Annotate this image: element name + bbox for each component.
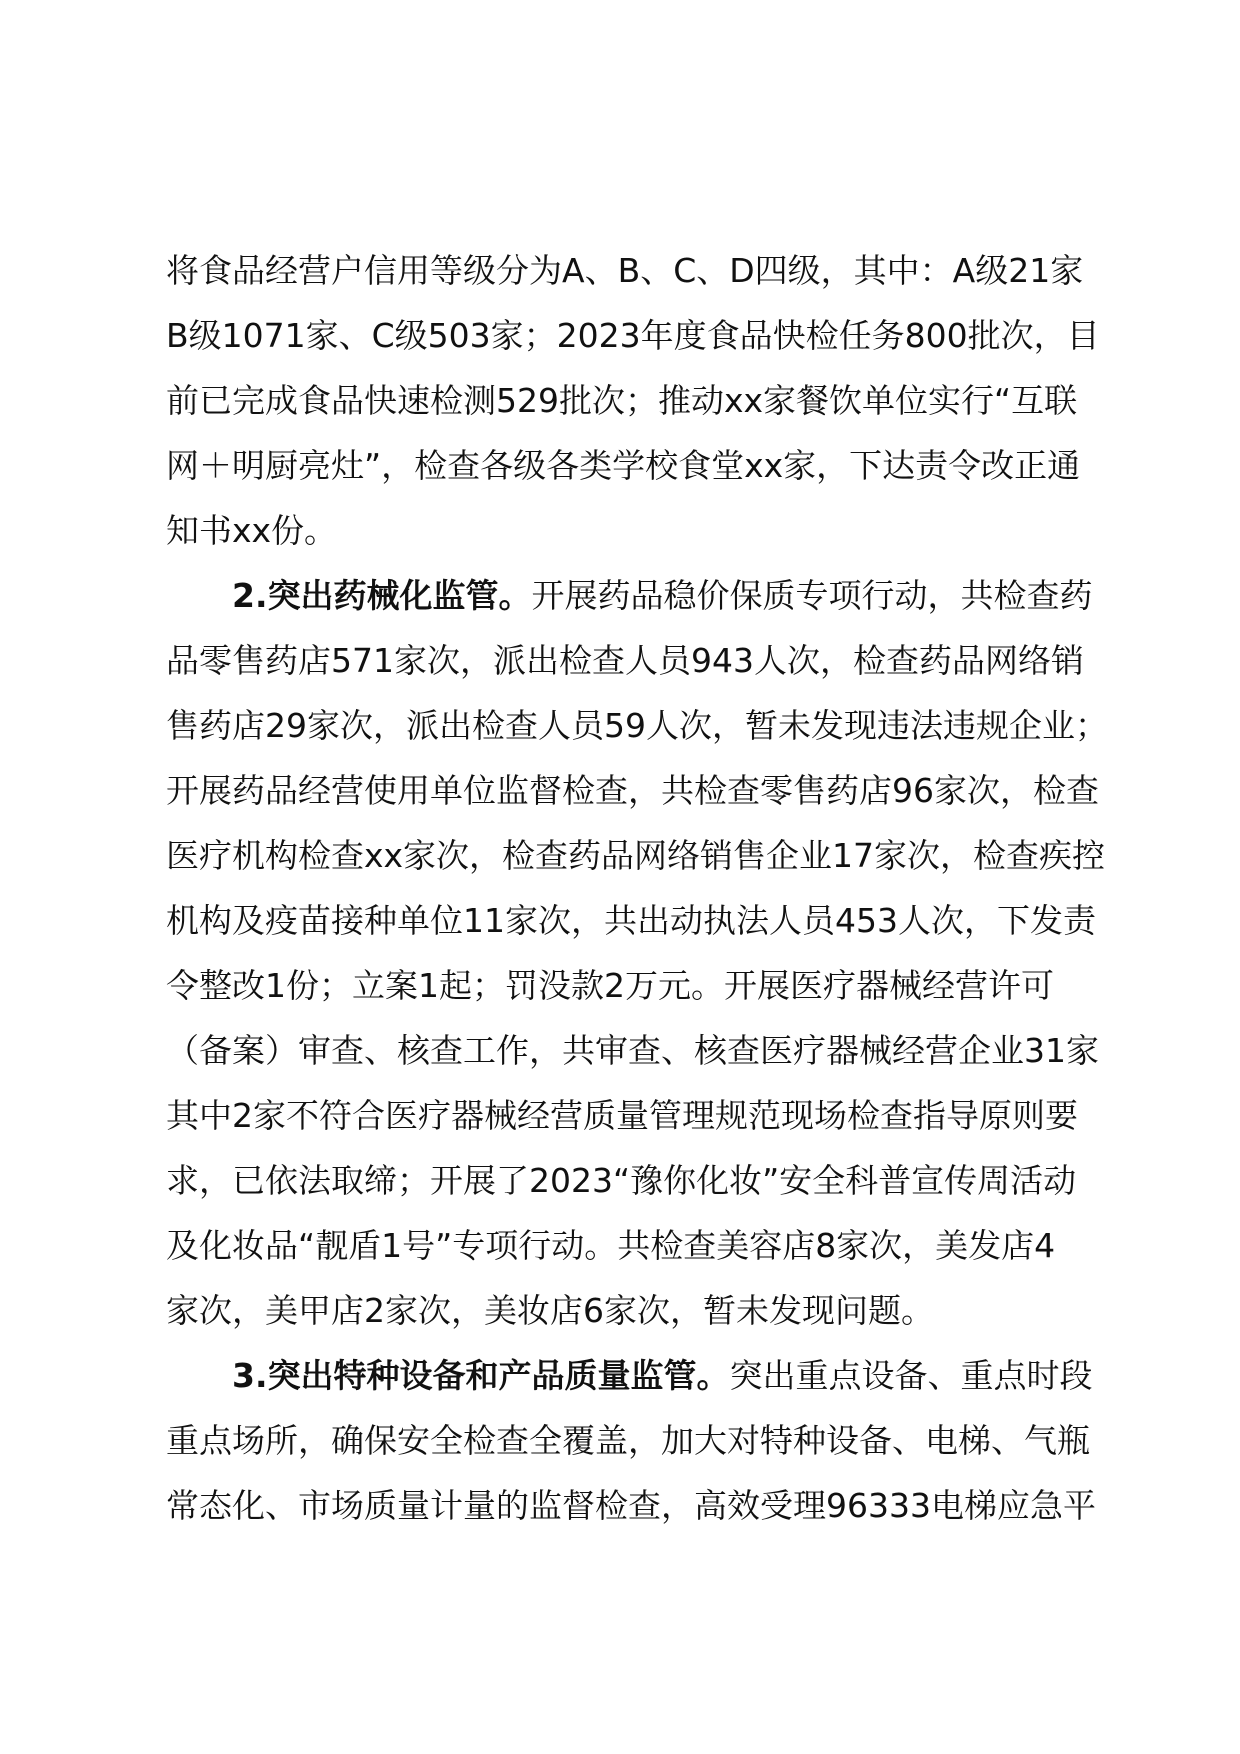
text-line: 网＋明厨亮灶”，检查各级各类学校食堂xx家，下达责令改正通 xyxy=(166,446,1081,485)
section-heading: 3.突出特种设备和产品质量监管。 xyxy=(232,1356,730,1395)
text-line: 开展药品经营使用单位监督检查，共检查零售药店96家次，检查 xyxy=(166,771,1099,810)
text-line: 其中2家不符合医疗器械经营质量管理规范现场检查指导原则要 xyxy=(166,1096,1078,1135)
text-line: 常态化、市场质量计量的监督检查，高效受理96333电梯应急平 xyxy=(166,1486,1096,1525)
text-line: 及化妆品“靓盾1号”专项行动。共检查美容店8家次，美发店4 xyxy=(166,1226,1056,1265)
document-body xyxy=(166,238,1126,1538)
text-line: 医疗机构检查xx家次，检查药品网络销售企业17家次，检查疾控 xyxy=(166,836,1106,875)
paragraph-special-equipment xyxy=(166,1343,1126,1538)
text-line: 求，已依法取缔；开展了2023“豫你化妆”安全科普宣传周活动 xyxy=(166,1161,1077,1200)
text-line: 前已完成食品快速检测529批次；推动xx家餐饮单位实行“互联 xyxy=(166,381,1078,420)
text-line: 售药店29家次，派出检查人员59人次，暂未发现违法违规企业； xyxy=(166,706,1108,745)
text-line: （备案）审查、核查工作，共审查、核查医疗器械经营企业31家 xyxy=(166,1031,1099,1070)
text-line: 将食品经营户信用等级分为A、B、C、D四级，其中：A级21家 xyxy=(166,251,1084,290)
section-heading: 2.突出药械化监管。 xyxy=(232,576,532,615)
paragraph-drug-device-cosmetics xyxy=(166,563,1126,1343)
text-line: 机构及疫苗接种单位11家次，共出动执法人员453人次，下发责 xyxy=(166,901,1096,940)
text-line: 令整改1份；立案1起；罚没款2万元。开展医疗器械经营许可 xyxy=(166,966,1054,1005)
text-line: 知书xx份。 xyxy=(166,511,338,550)
text-line xyxy=(166,563,1126,628)
paragraph-food-safety xyxy=(166,238,1126,563)
text-run: 开展药品稳价保质专项行动，共检查药 xyxy=(531,576,1093,615)
text-run: 突出重点设备、重点时段 xyxy=(729,1356,1093,1395)
text-line: 品零售药店571家次，派出检查人员943人次，检查药品网络销 xyxy=(166,641,1084,680)
text-line: 重点场所，确保安全检查全覆盖，加大对特种设备、电梯、气瓶 xyxy=(166,1421,1090,1460)
text-line: B级1071家、C级503家；2023年度食品快检任务800批次，目 xyxy=(166,316,1100,355)
text-line xyxy=(166,1343,1126,1408)
text-line: 家次，美甲店2家次，美妆店6家次，暂未发现问题。 xyxy=(166,1291,934,1330)
